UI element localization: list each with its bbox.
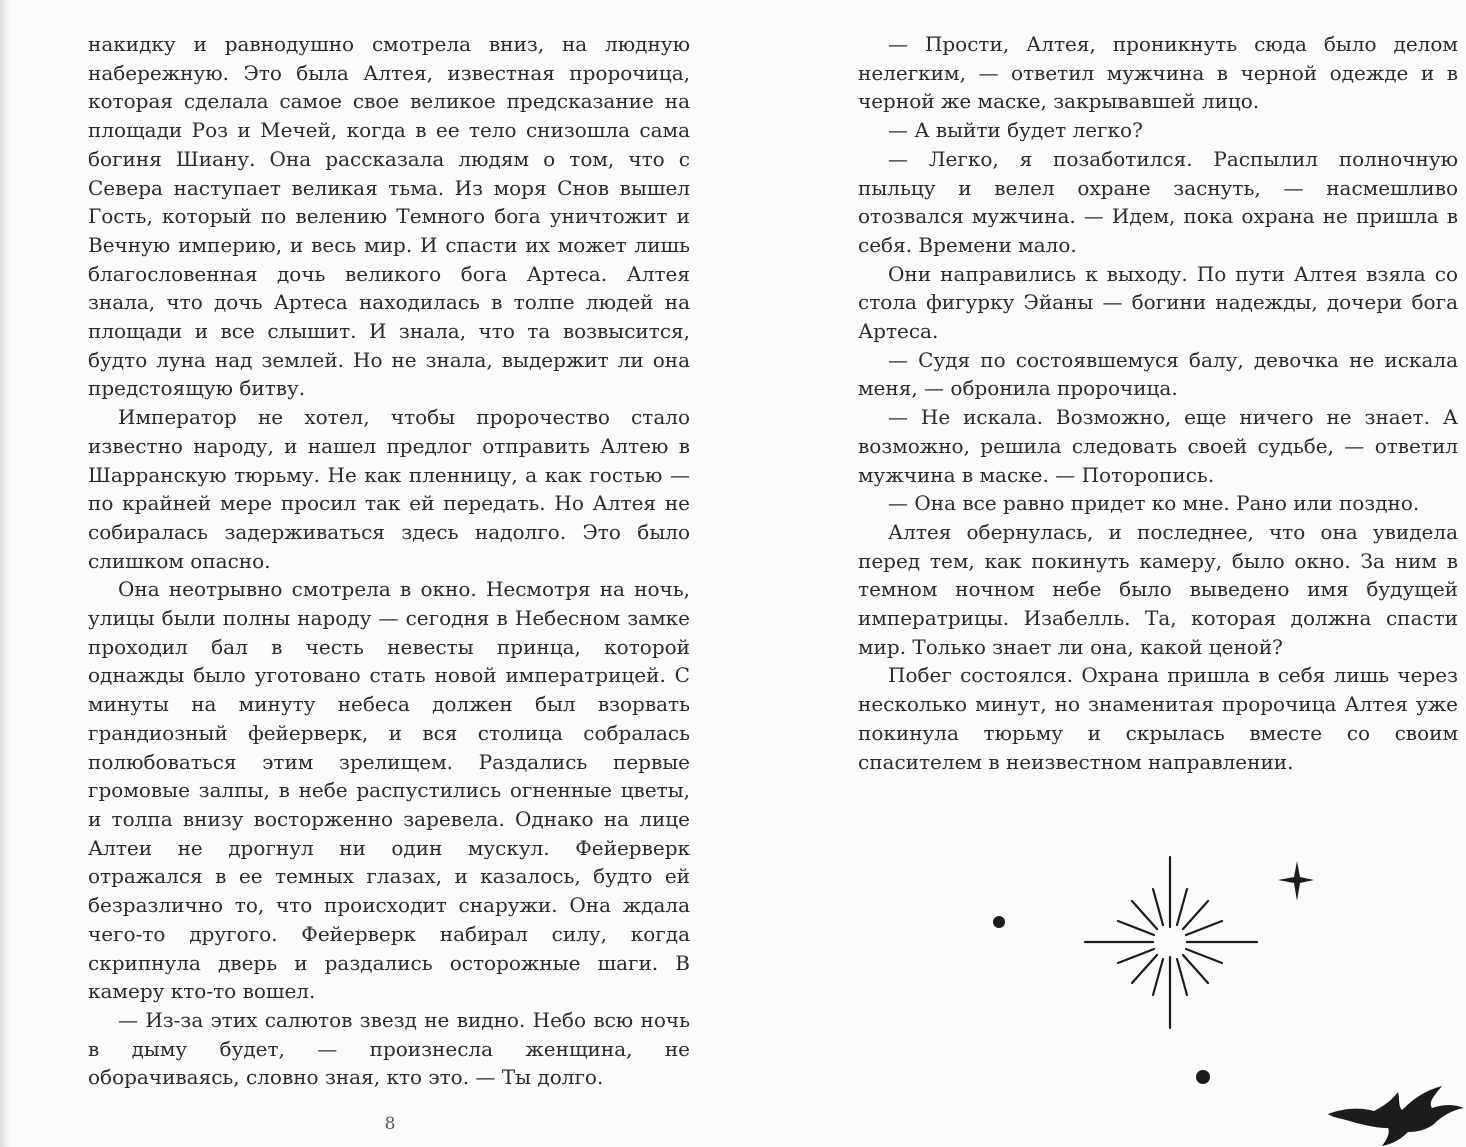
paragraph: — А выйти будет легко? [888,118,1143,143]
page-number: 8 [384,1114,396,1134]
book-spine-shadow [0,0,10,1147]
left-page-text [88,30,690,1092]
paragraph: — Из-за этих салютов звезд не видно. Небо всю ночь в дыму будет, — произнесла женщина, не оборачиваясь, словно зная, кто это. — Ты долго. [88,1007,690,1090]
paragraph: — Судя по состоявшемуся балу, девочка не искала меня, — обронила пророчица. [858,347,1458,401]
paragraph: — Прости, Алтея, проникнуть сюда было делом нелегким, — ответил мужчина в черной одежде и в черной же маске, закрывавшей лицо. [858,32,1458,114]
paragraph: — Она все равно придет ко мне. Рано или поздно. [888,491,1420,516]
paragraph: Побег состоялся. Охрана пришла в себя лишь через несколько минут, но знаменитая пророчица Алтея уже покинула тюрьму и скрылась вместе со своим спасителем в неизвестном направлении. [858,663,1458,774]
paragraph: Они направились к выходу. По пути Алтея взяла со стола фигурку Эйаны — богини надежды, дочери бога Артеса. [858,261,1458,344]
starburst-ornament-icon [970,845,1330,1095]
paragraph: — Не искала. Возможно, еще ничего не знает. А возможно, решила следовать своей судьбе, — ответил мужчина в маске. — Поторопись. [858,405,1458,487]
paragraph: Император не хотел, чтобы пророчество стало известно народу, и нашел предлог отправить Алтею в Шарранскую тюрьму. Не как пленницу, а как гостью — по крайней мере просил так ей передать. Но Алтея не собиралась задерживаться здесь надолго. Это было слишком опасно. [88,405,690,573]
paragraph: накидку и равнодушно смотрела вниз, на людную набережную. Это была Алтея, известная пророчица, которая сделала самое свое великое предсказание на площади Роз и Мечей, когда в ее тело снизошла сама богиня Шиану. Она рассказала людям о том, что с Севера наступает великая тьма. Из моря Снов вышел Гость, который по велению Темного бога уничтожит и Вечную империю, и весь мир. И спасти их может лишь благословенная дочь великого бога Артеса. Алтея знала, что дочь Артеса находилась в толпе людей на площади и все слышит. И знала, что та возвысится, будто луна над землей. Но не знала, выдержит ли она предстоящую битву. [88,32,690,401]
paragraph: Алтея обернулась, и последнее, что она увидела перед тем, как покинуть камеру, было окно. За ним в темном ночном небе было выведено имя будущей императрицы. Изабелль. Та, которая должна спасти мир. Только знает ли она, какой ценой? [858,519,1458,659]
dragon-silhouette-icon [1326,1080,1466,1147]
paragraph: Она неотрывно смотрела в окно. Несмотря на ночь, улицы были полны народу — сегодня в Небесном замке проходил бал в честь невесты принца, которой однажды было уготовано стать новой императрицей. С минуты на минуту небеса должен был взорвать грандиозный фейерверк, и вся столица собралась полюбоваться этим зрелищем. Раздались первые громовые залпы, в небе распустились огненные цветы, и толпа внизу восторженно заревела. Однако на лице Алтеи не дрогнул ни один мускул. Фейерверк отражался в ее темных глазах, и казалось, будто ей безразлично то, что происходит снаружи. Она ждала чего-то другого. Фейерверк набирал силу, когда скрипнула дверь и раздались осторожные шаги. В камеру кто-то вошел. [88,577,690,1004]
paragraph: — Легко, я позаботился. Распылил полночную пыльцу и велел охране заснуть, — насмешливо отозвался мужчина. — Идем, пока охрана не пришла в себя. Времени мало. [858,146,1458,257]
right-page-text [858,30,1458,776]
